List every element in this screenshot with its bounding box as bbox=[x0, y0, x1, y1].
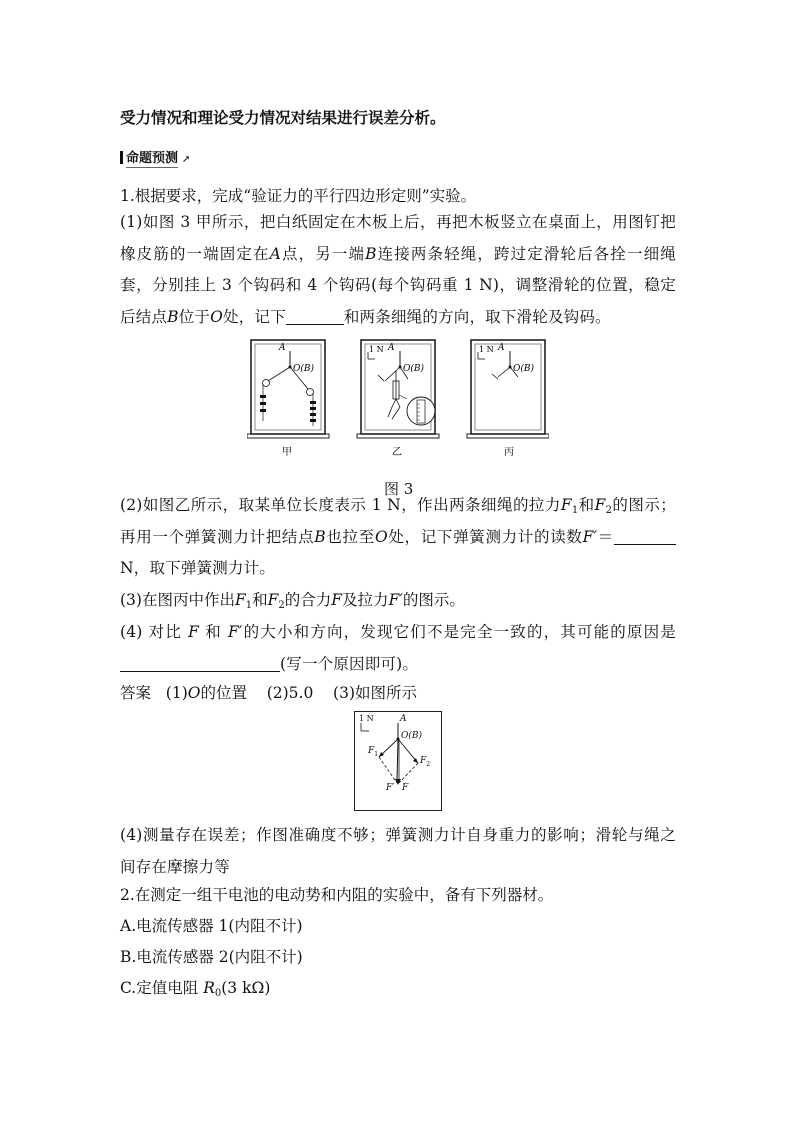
intro-line: 受力情况和理论受力情况对结果进行误差分析。 bbox=[120, 108, 446, 127]
tag-arrow-icon: ➚ bbox=[182, 154, 191, 165]
fig-yi-label-OB: O(B) bbox=[403, 364, 425, 374]
q1-part2: (2)如图乙所示，取某单位长度表示 1 N，作出两条细绳的拉力$F_1$和$F_2$的图示；再用一个弹簧测力计把结点B也拉至O处，记下弹簧测力计的读数F′＝N，取下弹簧测力计。 bbox=[120, 496, 676, 577]
fig-label-yi: 乙 bbox=[392, 447, 402, 458]
board-jia bbox=[247, 340, 329, 438]
ans-fig-label-N: 1 N bbox=[359, 714, 374, 723]
fig-bing-label-OB: O(B) bbox=[513, 364, 535, 374]
ans-fig-label-A: A bbox=[400, 714, 407, 724]
answer-blank-1 bbox=[286, 310, 344, 325]
tag-bar-icon bbox=[120, 151, 123, 164]
q2-option-a: A.电流传感器 1(内阻不计) bbox=[120, 917, 303, 935]
answer-label: 答案 bbox=[120, 684, 152, 702]
q1-stem: 1.根据要求，完成“验证力的平行四边形定则”实验。 bbox=[120, 187, 477, 205]
answer-blank-2 bbox=[614, 530, 676, 545]
section-tag-label: 命题预测 bbox=[126, 151, 179, 166]
ans-fig-label-F2: $F_2$ bbox=[420, 756, 431, 768]
board-bing bbox=[467, 340, 549, 438]
ans-fig-label-Fprime: F′ bbox=[386, 783, 395, 793]
q2-option-c: C.定值电阻 $R_0(3$ kΩ) bbox=[120, 979, 271, 999]
fig-jia-label-A: A bbox=[279, 343, 286, 353]
q2-option-b: B.电流传感器 2(内阻不计) bbox=[120, 948, 303, 966]
q2-stem: 2.在测定一组干电池的电动势和内阻的实验中，备有下列器材。 bbox=[120, 886, 554, 904]
figure-3-caption: 图 3 bbox=[384, 480, 414, 498]
ans-fig-label-OB: O(B) bbox=[401, 731, 423, 741]
fig-label-jia: 甲 bbox=[282, 447, 292, 458]
ans-fig-label-F1: $F_1$ bbox=[368, 746, 379, 758]
fig-label-bing: 丙 bbox=[504, 447, 514, 458]
section-tag bbox=[120, 147, 190, 166]
figure-3 bbox=[247, 339, 549, 461]
q1-part4: (4) 对比 F 和 F′的大小和方向，发现它们不是完全一致的，其可能的原因是(写一个原因即可)。 bbox=[120, 623, 677, 673]
answer-figure bbox=[354, 711, 442, 811]
fig-jia-label-OB: O(B) bbox=[293, 364, 315, 374]
fig-bing-label-A: A bbox=[498, 343, 505, 353]
q1-answer-4: (4)测量存在误差；作图准确度不够；弹簧测力计自身重力的影响；滑轮与绳之间存在摩擦力等 bbox=[120, 826, 676, 876]
q1-part3: (3)在图丙中作出$F_1$和$F_2$的合力F及拉力F′的图示。 bbox=[120, 591, 465, 611]
answer-blank-3 bbox=[120, 657, 280, 672]
figure-3-svg bbox=[247, 339, 549, 461]
fig-bing-label-N: 1 N bbox=[479, 345, 494, 354]
fig-yi-label-A: A bbox=[388, 343, 395, 353]
q1-answer-line: 答案 (1)O的位置 (2)5.0 (3)如图所示 bbox=[120, 684, 418, 702]
board-yi bbox=[357, 340, 439, 438]
ans-fig-label-F: F bbox=[402, 783, 409, 793]
q1-part1: (1)如图 3 甲所示，把白纸固定在木板上后，再把木板竖立在桌面上，用图钉把橡皮筋的一端固定在A点，另一端B连接两条轻绳，跨过定滑轮后各拴一细绳套，分别挂上 3 个钩码和 4 个钩码(每个钩码重 1 N)，调整滑轮的位置，稳定后结点B位于O处，记下 和两条细绳的方向，取下滑轮及钩码。 bbox=[120, 213, 676, 326]
fig-yi-label-N: 1 N bbox=[369, 345, 384, 354]
